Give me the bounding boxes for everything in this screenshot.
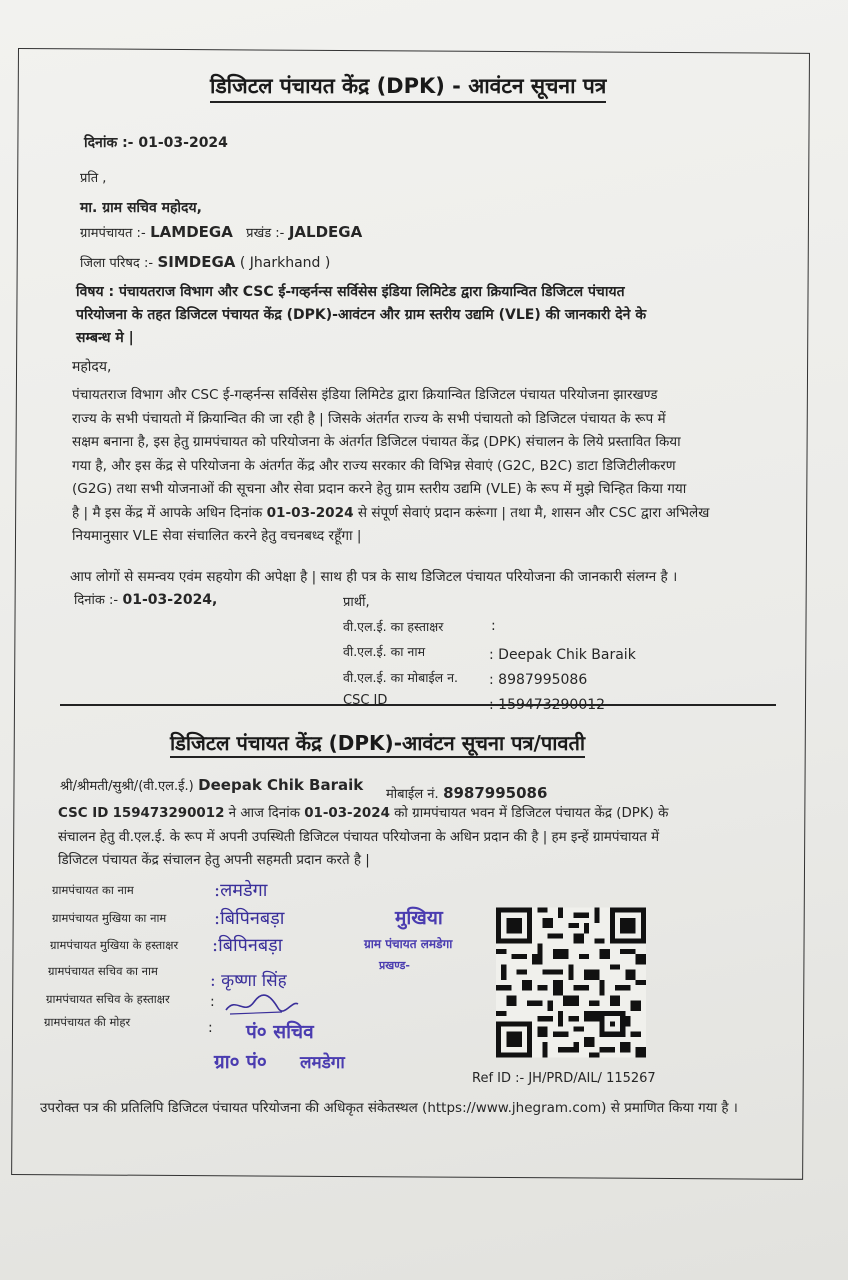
- body-line: पंचायतराज विभाग और CSC ई-गव्हर्नन्स सर्विसेस इंडिया लिमिटेड द्वारा क्रियान्वित डिजिटल पंचायत परियोजना झारखण्ड: [72, 387, 658, 403]
- secretary-signature: [222, 992, 302, 1018]
- field-label: ग्रामपंचायत मुखिया का नाम: [52, 911, 167, 925]
- vle-value: : 159473290012: [489, 697, 606, 713]
- subject-line: परियोजना के तहत डिजिटल पंचायत केंद्र (DPK)-आवंटन और ग्राम स्तरीय उद्यमि (VLE) की जानकारी देने के: [76, 307, 647, 323]
- receipt-line: संचालन हेतु वी.एल.ई. के रूप में अपनी उपस्थिती डिजिटल पंचायत परियोजना के अधिन प्रदान की है | हम इन्हें ग्रामपंचायत में: [58, 829, 660, 845]
- receipt-mobile: [386, 784, 547, 802]
- cscid-value: 159473290012: [112, 806, 225, 821]
- mobile-value: 8987995086: [443, 784, 548, 802]
- body-line: नियमानुसार VLE सेवा संचालित करने हेतु वचनबध्द रहूँगा |: [72, 528, 362, 544]
- prakhand-label: प्रखंड :-: [246, 226, 285, 241]
- prakhand-value: JALDEGA: [288, 223, 363, 241]
- vle-label: CSC ID: [343, 693, 388, 708]
- ref-id: Ref ID :- JH/PRD/AIL/ 115267: [472, 1071, 656, 1086]
- field-colon: :: [210, 994, 215, 1010]
- footer-line: उपरोक्त पत्र की प्रतिलिपि डिजिटल पंचायत परियोजना की अधिकृत संकेतस्थल (https://www.jhegram.com) से प्रमाणित किया गया है ।: [40, 1100, 738, 1116]
- body-line: राज्य के सभी पंचायतो में क्रियान्वित की जा रही है | जिसके अंतर्गत राज्य के सभी पंचायतो को डिजिटल पंचायत के रूप में: [72, 410, 666, 427]
- field-label: ग्रामपंचायत सचिव का नाम: [48, 964, 158, 978]
- zila-state: ( Jharkhand ): [239, 255, 331, 271]
- gram-seal-stamp-b: लमडेगा: [300, 1053, 345, 1073]
- closing-line: आप लोगों से समन्वय एवंम सहयोग की अपेक्षा है | साथ ही पत्र के साथ डिजिटल पंचायत परियोजना की जानकारी संलग्न है ।: [70, 569, 678, 585]
- zila-label: जिला परिषद :-: [80, 256, 154, 271]
- subject-line: विषय : पंचायतराज विभाग और CSC ई-गव्हर्नन्स सर्विसेस इंडिया लिमिटेड द्वारा क्रियान्वित डिजिटल पंचायत: [76, 284, 625, 300]
- field-colon: :: [208, 1020, 213, 1036]
- gram-seal-stamp-a: ग्रा० पं०: [214, 1051, 267, 1073]
- body-line6-date: 01-03-2024: [266, 504, 354, 521]
- section-divider: [60, 704, 776, 706]
- receipt-date: 01-03-2024: [304, 806, 390, 821]
- gram-panchayat-line: [80, 223, 362, 241]
- vle-value: : Deepak Chik Baraik: [489, 647, 636, 663]
- prarthi: प्रार्थी,: [343, 595, 370, 610]
- field-value-handwritten: :लमडेगा: [214, 880, 268, 901]
- receipt-line: डिजिटल पंचायत केंद्र संचालन हेतु अपनी सहमती प्रदान करते है |: [58, 853, 370, 868]
- receipt-body: [58, 802, 668, 873]
- field-value-handwritten: :बिपिनबड़ा: [214, 908, 285, 929]
- subject: [76, 281, 776, 350]
- page-border: [11, 48, 810, 1180]
- vle-name: Deepak Chik Baraik: [198, 776, 364, 794]
- field-label: ग्रामपंचायत सचिव के हस्ताक्षर: [46, 992, 170, 1006]
- gram-panchayat-stamp: ग्राम पंचायत लमडेगा: [364, 937, 453, 951]
- receipt-line1-post: को ग्रामपंचायत भवन में डिजिटल पंचायत केंद्र (DPK) के: [389, 806, 669, 821]
- addressee: मा. ग्राम सचिव महोदय,: [80, 200, 202, 216]
- body-line6-pre: है | मै इस केंद्र में आपके अधिन दिनांक: [72, 504, 267, 521]
- sachiv-stamp: पं० सचिव: [246, 1021, 314, 1043]
- zila-value: SIMDEGA: [157, 253, 236, 271]
- receipt-line1-mid: ने आज दिनांक: [224, 806, 305, 821]
- mobile-label: मोबाईल नं.: [386, 787, 439, 802]
- vle-label: वी.एल.ई. का हस्ताक्षर: [343, 619, 444, 634]
- qr-code: [496, 905, 646, 1060]
- field-label: ग्रामपंचायत की मोहर: [44, 1015, 131, 1029]
- body-line: सक्षम बनाना है, इस हेतु ग्रामपंचायत को परियोजना के अंतर्गत डिजिटल पंचायत केंद्र (DPK) संचालन के लिये प्रस्तावित किया: [72, 434, 681, 450]
- date2-label: दिनांक :-: [74, 593, 119, 608]
- name-prefix: श्री/श्रीमती/सुश्री/(वी.एल.ई.): [60, 779, 194, 794]
- mukhiya-stamp: मुखिया: [395, 907, 443, 929]
- vle-label: वी.एल.ई. का नाम: [343, 644, 426, 659]
- cscid-label: CSC ID: [58, 806, 109, 821]
- vle-label: वी.एल.ई. का मोबाईल न.: [343, 670, 459, 685]
- receipt-name-line: [60, 776, 363, 794]
- subject-line: सम्बन्ध मे |: [76, 330, 134, 346]
- prati: प्रति ,: [80, 171, 107, 186]
- field-value-handwritten: : कृष्णा सिंह: [210, 971, 287, 991]
- receipt-title: डिजिटल पंचायत केंद्र (DPK)-आवंटन सूचना पत्र/पावती: [170, 729, 585, 758]
- body-line: गया है, और इस केंद्र से परियोजना के अंतर्गत केंद्र और राज्य सरकार की विभिन्न सेवाएं (G2C, B2C) डाटा डिजिटीलीकरण: [72, 457, 676, 474]
- body-line: (G2G) तथा सभी योजनाओं की सूचना और सेवा प्रदान करने हेतु ग्राम स्तरीय उद्यमि (VLE) के रूप में मुझे चिन्हित किया गया: [72, 481, 687, 497]
- field-label: ग्रामपंचायत का नाम: [52, 883, 134, 897]
- vle-value: :: [491, 618, 496, 634]
- vle-value: : 8987995086: [489, 672, 588, 688]
- date2-value: 01-03-2024,: [122, 592, 218, 608]
- letter-date: दिनांक :- 01-03-2024: [84, 135, 228, 151]
- field-label: ग्रामपंचायत मुखिया के हस्ताक्षर: [50, 938, 179, 952]
- gram-value: LAMDEGA: [150, 223, 233, 241]
- date2: [74, 590, 217, 608]
- zila-line: [80, 253, 330, 271]
- receipt-line: [58, 802, 668, 826]
- gram-label: ग्रामपंचायत :-: [80, 226, 146, 241]
- body-line: [72, 502, 709, 526]
- field-value-handwritten: :बिपिनबड़ा: [212, 935, 283, 956]
- prakhand-stamp: प्रखण्ड-: [379, 959, 410, 972]
- body-line6-post: से संपूर्ण सेवाएं प्रदान करूंगा | तथा मै, शासन और CSC द्वारा अभिलेख: [353, 504, 710, 521]
- salutation: महोदय,: [72, 359, 112, 375]
- letter-body: [72, 384, 709, 549]
- letter-title: डिजिटल पंचायत केंद्र (DPK) - आवंटन सूचना पत्र: [210, 72, 606, 103]
